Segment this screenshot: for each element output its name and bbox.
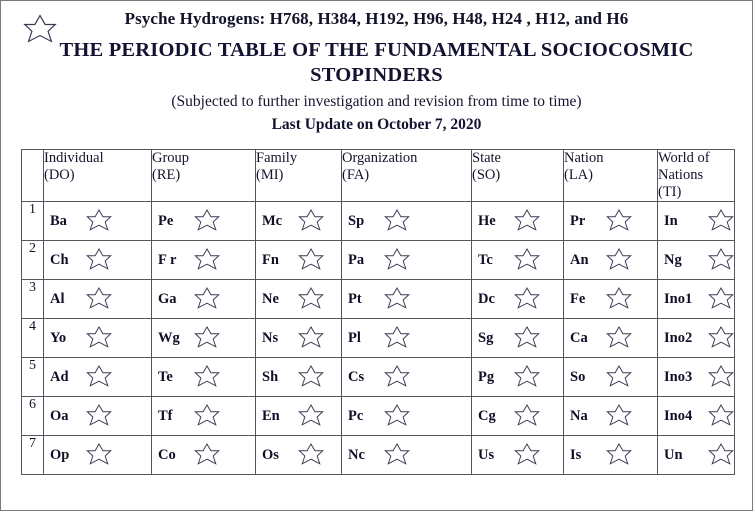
table-row <box>22 202 735 241</box>
cell-label: Os <box>262 446 279 463</box>
cell-label: Fn <box>262 251 279 268</box>
cell-label: Tf <box>158 407 173 424</box>
cell-label: Pc <box>348 407 364 424</box>
six-pointed-star-icon <box>194 364 220 390</box>
six-pointed-star-icon <box>606 208 632 234</box>
six-pointed-star-icon <box>384 325 410 351</box>
six-pointed-star-icon <box>194 442 220 468</box>
cell-label: Yo <box>50 329 67 346</box>
cell-nation-6[interactable] <box>564 397 658 436</box>
cell-label: Pg <box>478 368 495 385</box>
cell-state-3[interactable] <box>472 280 564 319</box>
cell-organization-1[interactable] <box>342 202 472 241</box>
cell-label: Cg <box>478 407 496 424</box>
cell-individual-2[interactable] <box>44 241 152 280</box>
cell-label: Pl <box>348 329 361 346</box>
column-note: (LA) <box>564 167 593 183</box>
six-pointed-star-icon <box>514 325 540 351</box>
column-note: (MI) <box>256 167 284 183</box>
cell-label: Op <box>50 446 70 463</box>
cell-individual-1[interactable] <box>44 202 152 241</box>
cell-individual-7[interactable] <box>44 436 152 475</box>
six-pointed-star-icon <box>194 325 220 351</box>
six-pointed-star-icon <box>708 325 734 351</box>
column-name: Family <box>256 150 298 166</box>
six-pointed-star-icon <box>514 442 540 468</box>
cell-nation-2[interactable] <box>564 241 658 280</box>
page-title-line1: THE PERIODIC TABLE OF THE FUNDAMENTAL SOCIOCOSMIC <box>59 39 694 61</box>
row-number: 1 <box>22 202 44 241</box>
cell-label: En <box>262 407 280 424</box>
six-pointed-star-icon <box>514 247 540 273</box>
cell-family-1[interactable] <box>256 202 342 241</box>
psyche-hydrogens-line <box>1 7 752 31</box>
cell-label: Ino1 <box>664 290 693 307</box>
cell-group-3[interactable] <box>152 280 256 319</box>
row-number: 7 <box>22 436 44 475</box>
six-pointed-star-icon <box>606 286 632 312</box>
cell-label: Sh <box>262 368 279 385</box>
column-note: (DO) <box>44 167 75 183</box>
periodic-table <box>21 149 735 475</box>
column-note: (RE) <box>152 167 181 183</box>
cell-label: Is <box>570 446 582 463</box>
cell-label: Na <box>570 407 588 424</box>
cell-label: Ns <box>262 329 279 346</box>
cell-individual-4[interactable] <box>44 319 152 358</box>
cell-state-2[interactable] <box>472 241 564 280</box>
six-pointed-star-icon <box>708 364 734 390</box>
cell-state-6[interactable] <box>472 397 564 436</box>
cell-label: An <box>570 251 589 268</box>
six-pointed-star-icon <box>298 325 324 351</box>
cell-group-2[interactable] <box>152 241 256 280</box>
row-number: 2 <box>22 241 44 280</box>
cell-label: Us <box>478 446 495 463</box>
six-pointed-star-icon <box>298 208 324 234</box>
cell-family-3[interactable] <box>256 280 342 319</box>
table-header-row <box>22 150 735 202</box>
cell-organization-4[interactable] <box>342 319 472 358</box>
cell-label: Ga <box>158 290 177 307</box>
cell-label: Al <box>50 290 65 307</box>
row-number: 6 <box>22 397 44 436</box>
cell-label: Tc <box>478 251 493 268</box>
six-pointed-star-icon <box>514 403 540 429</box>
row-number: 4 <box>22 319 44 358</box>
six-pointed-star-icon <box>86 325 112 351</box>
cell-label: Ch <box>50 251 69 268</box>
last-update-text: Last Update on October 7, 2020 <box>271 116 482 133</box>
six-pointed-star-icon <box>194 286 220 312</box>
cell-world-of-nations-5[interactable] <box>658 358 735 397</box>
six-pointed-star-icon <box>708 442 734 468</box>
table-body <box>22 202 735 475</box>
cell-label: Pe <box>158 212 174 229</box>
page-subtitle: (Subjected to further investigation and revision from time to time) <box>171 93 582 110</box>
column-header-nation <box>564 150 658 202</box>
six-pointed-star-icon <box>298 364 324 390</box>
cell-label: Ino2 <box>664 329 693 346</box>
six-pointed-star-icon <box>606 247 632 273</box>
six-pointed-star-icon <box>708 247 734 273</box>
six-pointed-star-icon <box>194 403 220 429</box>
six-pointed-star-icon <box>298 247 324 273</box>
cell-label: Ino3 <box>664 368 693 385</box>
cell-label: In <box>664 212 678 229</box>
cell-label: Ne <box>262 290 279 307</box>
cell-label: He <box>478 212 496 229</box>
cell-family-2[interactable] <box>256 241 342 280</box>
six-pointed-star-icon <box>86 208 112 234</box>
cell-label: Ino4 <box>664 407 693 424</box>
cell-label: Ba <box>50 212 67 229</box>
cell-individual-6[interactable] <box>44 397 152 436</box>
cell-label: Mc <box>262 212 283 229</box>
six-pointed-star-icon <box>194 247 220 273</box>
cell-world-of-nations-2[interactable] <box>658 241 735 280</box>
cell-world-of-nations-1[interactable] <box>658 202 735 241</box>
cell-label: Fe <box>570 290 586 307</box>
cell-label: Wg <box>158 329 180 346</box>
cell-label: Co <box>158 446 176 463</box>
column-note: (FA) <box>342 167 370 183</box>
cell-label: Te <box>158 368 173 385</box>
cell-group-4[interactable] <box>152 319 256 358</box>
six-pointed-star-icon <box>606 364 632 390</box>
cell-label: So <box>570 368 586 385</box>
six-pointed-star-icon <box>86 286 112 312</box>
cell-label: Ad <box>50 368 69 385</box>
table-row <box>22 241 735 280</box>
six-pointed-star-icon <box>384 286 410 312</box>
cell-nation-7[interactable] <box>564 436 658 475</box>
periodic-table-container <box>21 149 732 475</box>
cell-organization-6[interactable] <box>342 397 472 436</box>
column-name: Individual <box>44 150 104 166</box>
column-header-individual <box>44 150 152 202</box>
psyche-hydrogens-label: Psyche Hydrogens: H768, H384, H192, H96, H48, H24 , H12, and H6 <box>124 9 629 28</box>
six-pointed-star-icon <box>606 325 632 351</box>
cell-world-of-nations-6[interactable] <box>658 397 735 436</box>
cell-label: Pa <box>348 251 365 268</box>
cell-family-6[interactable] <box>256 397 342 436</box>
cell-state-7[interactable] <box>472 436 564 475</box>
six-pointed-star-icon <box>384 364 410 390</box>
six-pointed-star-icon <box>514 286 540 312</box>
row-number: 5 <box>22 358 44 397</box>
cell-nation-3[interactable] <box>564 280 658 319</box>
six-pointed-star-icon <box>23 13 57 47</box>
cell-state-5[interactable] <box>472 358 564 397</box>
page-title <box>1 38 752 88</box>
table-row <box>22 358 735 397</box>
cell-label: Pr <box>570 212 586 229</box>
six-pointed-star-icon <box>708 286 734 312</box>
six-pointed-star-icon <box>384 208 410 234</box>
cell-nation-1[interactable] <box>564 202 658 241</box>
six-pointed-star-icon <box>194 208 220 234</box>
six-pointed-star-icon <box>708 208 734 234</box>
six-pointed-star-icon <box>384 403 410 429</box>
cell-individual-3[interactable] <box>44 280 152 319</box>
cell-label: Nc <box>348 446 365 463</box>
cell-individual-5[interactable] <box>44 358 152 397</box>
six-pointed-star-icon <box>298 403 324 429</box>
cell-label: Ng <box>664 251 682 268</box>
cell-label: F r <box>158 251 177 268</box>
column-header-world-of-nations <box>658 150 735 202</box>
six-pointed-star-icon <box>86 442 112 468</box>
cell-world-of-nations-4[interactable] <box>658 319 735 358</box>
six-pointed-star-icon <box>606 442 632 468</box>
cell-label: Dc <box>478 290 495 307</box>
cell-nation-4[interactable] <box>564 319 658 358</box>
table-row <box>22 319 735 358</box>
cell-family-4[interactable] <box>256 319 342 358</box>
table-corner-header <box>22 150 44 202</box>
page-title-line2: STOPINDERS <box>310 64 443 86</box>
cell-world-of-nations-7[interactable] <box>658 436 735 475</box>
table-row <box>22 397 735 436</box>
cell-group-7[interactable] <box>152 436 256 475</box>
cell-family-7[interactable] <box>256 436 342 475</box>
cell-label: Un <box>664 446 683 463</box>
cell-label: Sp <box>348 212 365 229</box>
column-header-group <box>152 150 256 202</box>
cell-label: Oa <box>50 407 69 424</box>
cell-organization-2[interactable] <box>342 241 472 280</box>
six-pointed-star-icon <box>298 442 324 468</box>
cell-world-of-nations-3[interactable] <box>658 280 735 319</box>
six-pointed-star-icon <box>86 364 112 390</box>
cell-label: Ca <box>570 329 588 346</box>
table-row <box>22 280 735 319</box>
cell-state-1[interactable] <box>472 202 564 241</box>
six-pointed-star-icon <box>384 247 410 273</box>
column-name: Nation <box>564 150 604 166</box>
cell-organization-5[interactable] <box>342 358 472 397</box>
column-name: State <box>472 150 501 166</box>
six-pointed-star-icon <box>514 364 540 390</box>
cell-group-5[interactable] <box>152 358 256 397</box>
cell-nation-5[interactable] <box>564 358 658 397</box>
column-name: Group <box>152 150 190 166</box>
column-header-organization <box>342 150 472 202</box>
cell-label: Sg <box>478 329 494 346</box>
six-pointed-star-icon <box>708 403 734 429</box>
cell-family-5[interactable] <box>256 358 342 397</box>
six-pointed-star-icon <box>86 403 112 429</box>
cell-group-6[interactable] <box>152 397 256 436</box>
six-pointed-star-icon <box>86 247 112 273</box>
six-pointed-star-icon <box>606 403 632 429</box>
column-note: (SO) <box>472 167 501 183</box>
cell-organization-3[interactable] <box>342 280 472 319</box>
table-row <box>22 436 735 475</box>
column-name: Organization <box>342 150 418 166</box>
row-number: 3 <box>22 280 44 319</box>
six-pointed-star-icon <box>384 442 410 468</box>
six-pointed-star-icon <box>298 286 324 312</box>
cell-group-1[interactable] <box>152 202 256 241</box>
document-header <box>1 1 752 134</box>
six-pointed-star-icon <box>514 208 540 234</box>
column-note: (TI) <box>658 184 682 200</box>
cell-organization-7[interactable] <box>342 436 472 475</box>
column-header-state <box>472 150 564 202</box>
cell-label: Pt <box>348 290 362 307</box>
column-name: World of Nations <box>658 150 710 183</box>
column-header-family <box>256 150 342 202</box>
cell-label: Cs <box>348 368 365 385</box>
cell-state-4[interactable] <box>472 319 564 358</box>
